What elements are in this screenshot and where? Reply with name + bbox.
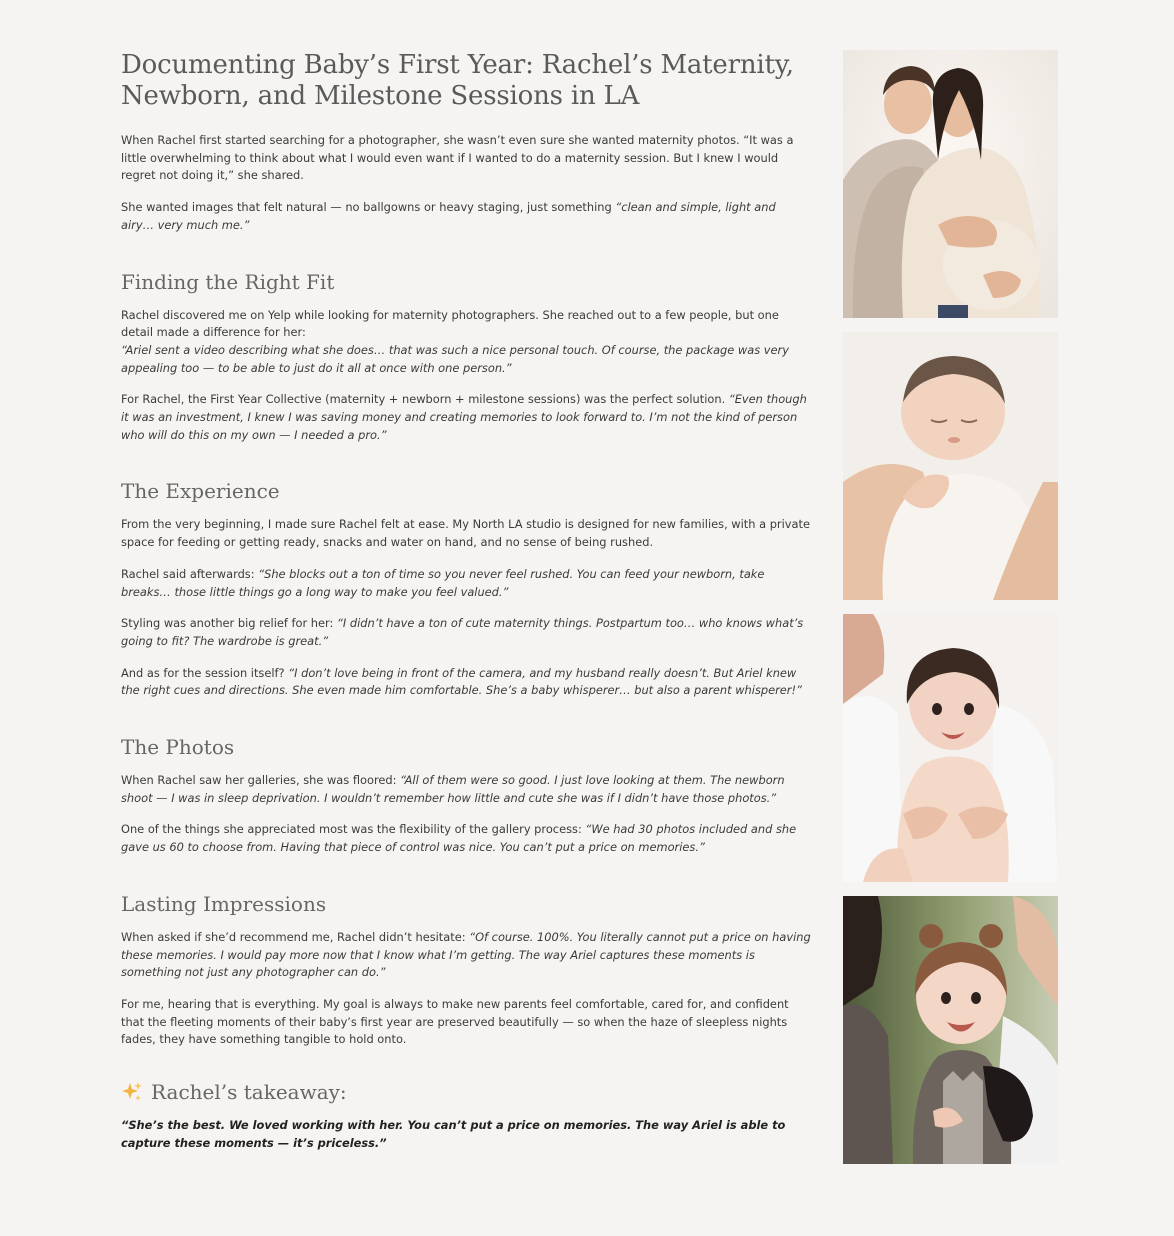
paragraph-text: Styling was another big relief for her: [121,616,337,631]
section-paragraph [121,566,811,601]
section-heading-experience: The Experience [121,479,280,504]
paragraph-text: For Rachel, the First Year Collective (maternity + newborn + milestone sessions) was the perfect solution. [121,392,729,407]
quote-text: “Ariel sent a video describing what she does… that was such a nice personal touch. Of course, the package was very appealing too — to be able to just do it all at once with one person.” [121,342,789,375]
quote-text: “clean and simple, light and airy… very much me.” [121,200,776,232]
section-paragraph [121,929,811,982]
section-heading-finding-fit: Finding the Right Fit [121,269,335,294]
photo-column [843,50,1058,1178]
quote-text: “Even though it was an investment, I knew I was saving money and creating memories to look forward to. I’m not the kind of person who will do this on my own — I needed a pro.” [121,392,807,442]
paragraph-text: When Rachel saw her galleries, she was floored: [121,773,401,788]
section-paragraph [121,307,811,378]
toddler-family-photo [843,896,1058,1164]
section-paragraph [121,615,811,650]
paragraph-text: And as for the session itself? [121,665,289,680]
section-paragraph [121,772,811,807]
quote-text: “We had 30 photos included and she gave us 60 to choose from. Having that piece of control was nice. You can’t put a price on memories.” [121,822,797,855]
quote-text: “Of course. 100%. You literally cannot put a price on having these memories. I would pay more now that I know what I’m getting. The way Ariel captures these moments is something not just any photographer can do.” [121,929,811,980]
quote-text: “I didn’t have a ton of cute maternity things. Postpartum too… who knows what’s going to fit? The wardrobe is great.” [121,616,804,648]
section-paragraph: From the very beginning, I made sure Rachel felt at ease. My North LA studio is designed for new families, with a private space for feeding or getting ready, snacks and water on hand, and no sense of being rushed. [121,517,810,550]
sparkles-icon [121,1081,143,1103]
paragraph-text: She wanted images that felt natural — no ballgowns or heavy staging, just something [121,200,616,215]
takeaway-quote: “She’s the best. We loved working with her. You can’t put a price on memories. The way Ariel is able to capture these moments — it’s priceless.” [121,1118,786,1150]
milestone-baby-photo [843,614,1058,882]
section-paragraph [121,665,811,700]
section-heading-photos: The Photos [121,735,235,760]
article [121,50,811,1167]
maternity-couple-photo [843,50,1058,318]
page-title: Documenting Baby’s First Year: Rachel’s Maternity, Newborn, and Milestone Sessions in LA [121,50,794,111]
section-heading-lasting: Lasting Impressions [121,891,327,916]
section-heading-takeaway [121,1079,811,1105]
intro-paragraph: When Rachel first started searching for a photographer, she wasn’t even sure she wanted maternity photos. “It was a little overwhelming to think about what I would even want if I wanted to do a maternity session. But I knew I would regret not doing it,” she shared. [121,133,794,183]
paragraph-text: When asked if she’d recommend me, Rachel didn’t hesitate: [121,929,470,944]
section-paragraph [121,391,811,444]
section-paragraph [121,821,811,856]
quote-text: “All of them were so good. I just love looking at them. The newborn shoot — I was in sleep deprivation. I wouldn’t remember how little and cute she was if I didn’t have those photos.” [121,773,785,805]
quote-text: “She blocks out a ton of time so you never feel rushed. You can feed your newborn, take breaks… those little things go a long way to make you feel valued.” [121,566,765,599]
intro-paragraph [121,199,811,234]
takeaway-heading-text: Rachel’s takeaway: [151,1080,347,1105]
paragraph-text: One of the things she appreciated most was the flexibility of the gallery process: [121,822,586,837]
section-paragraph: For me, hearing that is everything. My goal is always to make new parents feel comfortable, cared for, and confident that the fleeting moments of their baby’s first year are preserved beautifully — so when the haze of sleepless nights fades, they have something tangible to hold onto. [121,996,789,1047]
quote-text: “I don’t love being in front of the camera, and my husband really doesn’t. But Ariel knew the right cues and directions. She even made him comfortable. She’s a baby whisperer… but also a parent whisperer!” [121,665,802,698]
newborn-photo [843,332,1058,600]
paragraph-text: Rachel said afterwards: [121,566,259,581]
paragraph-text: Rachel discovered me on Yelp while looking for maternity photographers. She reached out to a few people, but one detail made a difference for her: [121,307,779,340]
